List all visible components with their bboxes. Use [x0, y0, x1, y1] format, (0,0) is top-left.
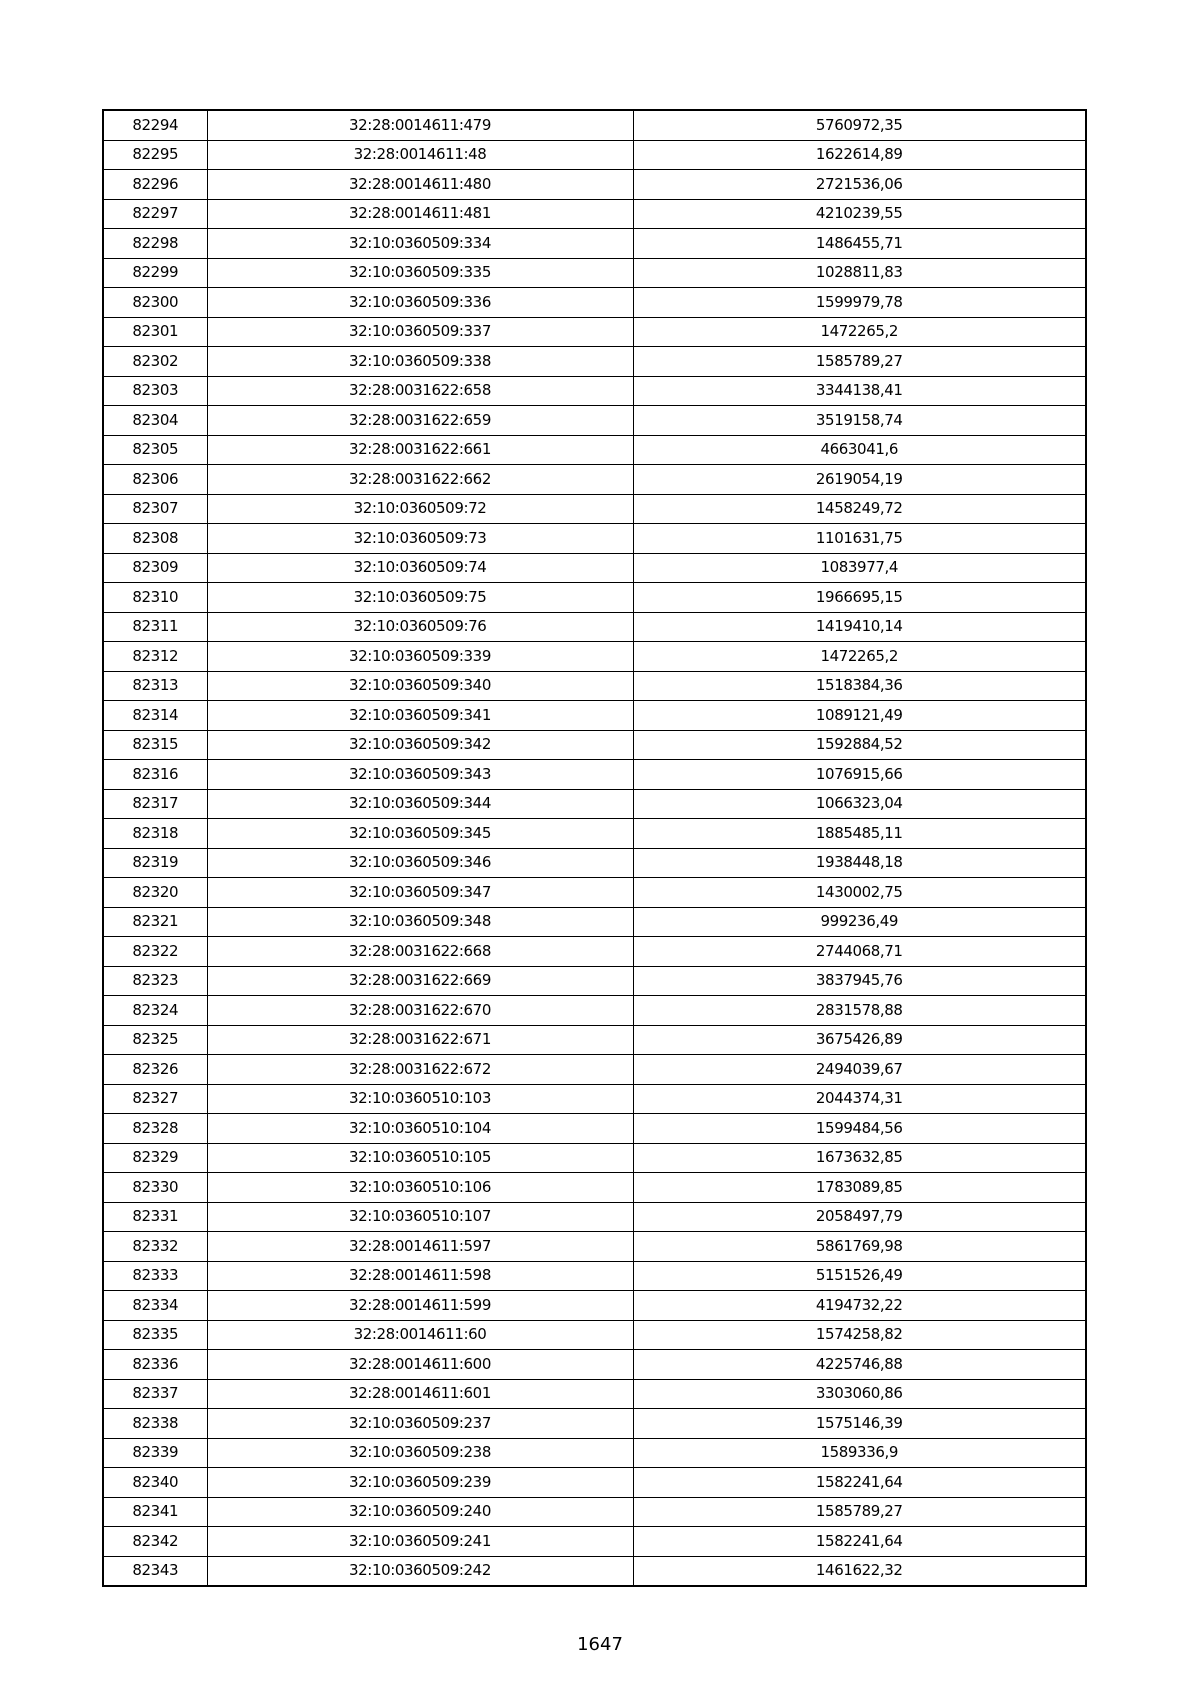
row-number-cell: 82307 — [103, 494, 207, 524]
page-number: 1647 — [577, 1634, 623, 1655]
table-row — [103, 1409, 1086, 1439]
value-cell: 4210239,55 — [633, 199, 1086, 229]
cadastral-number-cell: 32:28:0014611:599 — [207, 1291, 633, 1321]
value-cell: 1575146,39 — [633, 1409, 1086, 1439]
table-row — [103, 170, 1086, 200]
value-cell: 4225746,88 — [633, 1350, 1086, 1380]
cadastral-number-cell: 32:28:0014611:598 — [207, 1261, 633, 1291]
value-cell: 5760972,35 — [633, 110, 1086, 140]
row-number-cell: 82321 — [103, 907, 207, 937]
row-number-cell: 82326 — [103, 1055, 207, 1085]
table-row — [103, 966, 1086, 996]
value-cell: 1589336,9 — [633, 1438, 1086, 1468]
value-cell: 3303060,86 — [633, 1379, 1086, 1409]
table-row — [103, 1143, 1086, 1173]
row-number-cell: 82310 — [103, 583, 207, 613]
value-cell: 1885485,11 — [633, 819, 1086, 849]
value-cell: 3837945,76 — [633, 966, 1086, 996]
value-cell: 1472265,2 — [633, 317, 1086, 347]
table-row — [103, 819, 1086, 849]
value-cell: 1066323,04 — [633, 789, 1086, 819]
value-cell: 1101631,75 — [633, 524, 1086, 554]
cadastral-number-cell: 32:10:0360509:73 — [207, 524, 633, 554]
cadastral-number-cell: 32:28:0014611:480 — [207, 170, 633, 200]
value-cell: 1592884,52 — [633, 730, 1086, 760]
cadastral-number-cell: 32:10:0360509:75 — [207, 583, 633, 613]
table-row — [103, 996, 1086, 1026]
table-body — [103, 110, 1086, 1586]
cadastral-number-cell: 32:28:0014611:600 — [207, 1350, 633, 1380]
cadastral-number-cell: 32:28:0031622:659 — [207, 406, 633, 436]
table-row — [103, 1556, 1086, 1586]
table-row — [103, 583, 1086, 613]
value-cell: 1089121,49 — [633, 701, 1086, 731]
table-row — [103, 1232, 1086, 1262]
cadastral-number-cell: 32:28:0014611:60 — [207, 1320, 633, 1350]
row-number-cell: 82303 — [103, 376, 207, 406]
cadastral-number-cell: 32:10:0360510:103 — [207, 1084, 633, 1114]
cadastral-number-cell: 32:10:0360510:106 — [207, 1173, 633, 1203]
row-number-cell: 82324 — [103, 996, 207, 1026]
table-row — [103, 494, 1086, 524]
value-cell: 4194732,22 — [633, 1291, 1086, 1321]
row-number-cell: 82342 — [103, 1527, 207, 1557]
value-cell: 1518384,36 — [633, 671, 1086, 701]
row-number-cell: 82330 — [103, 1173, 207, 1203]
table-row — [103, 1055, 1086, 1085]
cadastral-number-cell: 32:28:0014611:597 — [207, 1232, 633, 1262]
table-row — [103, 612, 1086, 642]
value-cell: 1458249,72 — [633, 494, 1086, 524]
value-cell: 1582241,64 — [633, 1527, 1086, 1557]
table-row — [103, 524, 1086, 554]
value-cell: 1585789,27 — [633, 347, 1086, 377]
cadastral-number-cell: 32:10:0360510:107 — [207, 1202, 633, 1232]
row-number-cell: 82323 — [103, 966, 207, 996]
cadastral-number-cell: 32:10:0360509:340 — [207, 671, 633, 701]
cadastral-number-cell: 32:28:0031622:669 — [207, 966, 633, 996]
row-number-cell: 82335 — [103, 1320, 207, 1350]
cadastral-number-cell: 32:10:0360509:241 — [207, 1527, 633, 1557]
row-number-cell: 82337 — [103, 1379, 207, 1409]
row-number-cell: 82333 — [103, 1261, 207, 1291]
table-row — [103, 1173, 1086, 1203]
cadastral-number-cell: 32:10:0360509:343 — [207, 760, 633, 790]
table-row — [103, 1350, 1086, 1380]
table-row — [103, 878, 1086, 908]
cadastral-number-cell: 32:10:0360509:334 — [207, 229, 633, 259]
value-cell: 2721536,06 — [633, 170, 1086, 200]
row-number-cell: 82306 — [103, 465, 207, 495]
cadastral-number-cell: 32:28:0014611:601 — [207, 1379, 633, 1409]
row-number-cell: 82301 — [103, 317, 207, 347]
row-number-cell: 82302 — [103, 347, 207, 377]
cadastral-number-cell: 32:28:0031622:662 — [207, 465, 633, 495]
table-row — [103, 317, 1086, 347]
table-row — [103, 701, 1086, 731]
table-row — [103, 1438, 1086, 1468]
cadastral-number-cell: 32:10:0360509:345 — [207, 819, 633, 849]
table-row — [103, 671, 1086, 701]
row-number-cell: 82320 — [103, 878, 207, 908]
row-number-cell: 82317 — [103, 789, 207, 819]
value-cell: 1599979,78 — [633, 288, 1086, 318]
table-row — [103, 553, 1086, 583]
row-number-cell: 82340 — [103, 1468, 207, 1498]
row-number-cell: 82296 — [103, 170, 207, 200]
data-table — [102, 109, 1087, 1587]
cadastral-number-cell: 32:10:0360509:342 — [207, 730, 633, 760]
row-number-cell: 82298 — [103, 229, 207, 259]
cadastral-number-cell: 32:10:0360509:242 — [207, 1556, 633, 1586]
value-cell: 1783089,85 — [633, 1173, 1086, 1203]
row-number-cell: 82300 — [103, 288, 207, 318]
value-cell: 1486455,71 — [633, 229, 1086, 259]
value-cell: 2494039,67 — [633, 1055, 1086, 1085]
cadastral-number-cell: 32:10:0360509:72 — [207, 494, 633, 524]
cadastral-number-cell: 32:10:0360510:105 — [207, 1143, 633, 1173]
table-row — [103, 288, 1086, 318]
table-row — [103, 435, 1086, 465]
value-cell: 2619054,19 — [633, 465, 1086, 495]
cadastral-number-cell: 32:28:0014611:481 — [207, 199, 633, 229]
cadastral-number-cell: 32:28:0031622:671 — [207, 1025, 633, 1055]
row-number-cell: 82316 — [103, 760, 207, 790]
value-cell: 2831578,88 — [633, 996, 1086, 1026]
value-cell: 1599484,56 — [633, 1114, 1086, 1144]
value-cell: 1430002,75 — [633, 878, 1086, 908]
table-row — [103, 258, 1086, 288]
row-number-cell: 82304 — [103, 406, 207, 436]
row-number-cell: 82318 — [103, 819, 207, 849]
row-number-cell: 82313 — [103, 671, 207, 701]
table-row — [103, 199, 1086, 229]
table-row — [103, 1025, 1086, 1055]
row-number-cell: 82311 — [103, 612, 207, 642]
table-row — [103, 406, 1086, 436]
table-row — [103, 229, 1086, 259]
value-cell: 1419410,14 — [633, 612, 1086, 642]
value-cell: 2744068,71 — [633, 937, 1086, 967]
row-number-cell: 82299 — [103, 258, 207, 288]
row-number-cell: 82305 — [103, 435, 207, 465]
table-row — [103, 1468, 1086, 1498]
row-number-cell: 82295 — [103, 140, 207, 170]
cadastral-number-cell: 32:10:0360509:76 — [207, 612, 633, 642]
value-cell: 999236,49 — [633, 907, 1086, 937]
row-number-cell: 82315 — [103, 730, 207, 760]
value-cell: 1083977,4 — [633, 553, 1086, 583]
table-row — [103, 1202, 1086, 1232]
value-cell: 1938448,18 — [633, 848, 1086, 878]
value-cell: 5151526,49 — [633, 1261, 1086, 1291]
table-row — [103, 1320, 1086, 1350]
table-row — [103, 110, 1086, 140]
table-row — [103, 1084, 1086, 1114]
value-cell: 1028811,83 — [633, 258, 1086, 288]
value-cell: 1622614,89 — [633, 140, 1086, 170]
row-number-cell: 82297 — [103, 199, 207, 229]
cadastral-number-cell: 32:10:0360509:337 — [207, 317, 633, 347]
cadastral-number-cell: 32:28:0014611:479 — [207, 110, 633, 140]
table-row — [103, 1379, 1086, 1409]
row-number-cell: 82343 — [103, 1556, 207, 1586]
value-cell: 1076915,66 — [633, 760, 1086, 790]
row-number-cell: 82328 — [103, 1114, 207, 1144]
row-number-cell: 82309 — [103, 553, 207, 583]
row-number-cell: 82308 — [103, 524, 207, 554]
cadastral-number-cell: 32:10:0360509:74 — [207, 553, 633, 583]
cadastral-number-cell: 32:28:0031622:668 — [207, 937, 633, 967]
table-row — [103, 1261, 1086, 1291]
table-row — [103, 376, 1086, 406]
value-cell: 4663041,6 — [633, 435, 1086, 465]
table-row — [103, 1497, 1086, 1527]
row-number-cell: 82319 — [103, 848, 207, 878]
value-cell: 3675426,89 — [633, 1025, 1086, 1055]
table-row — [103, 465, 1086, 495]
cadastral-number-cell: 32:10:0360509:239 — [207, 1468, 633, 1498]
value-cell: 1673632,85 — [633, 1143, 1086, 1173]
table-row — [103, 140, 1086, 170]
row-number-cell: 82341 — [103, 1497, 207, 1527]
table-row — [103, 848, 1086, 878]
row-number-cell: 82325 — [103, 1025, 207, 1055]
row-number-cell: 82332 — [103, 1232, 207, 1262]
cadastral-number-cell: 32:10:0360510:104 — [207, 1114, 633, 1144]
cadastral-number-cell: 32:10:0360509:344 — [207, 789, 633, 819]
cadastral-number-cell: 32:10:0360509:338 — [207, 347, 633, 377]
table-row — [103, 1527, 1086, 1557]
value-cell: 3344138,41 — [633, 376, 1086, 406]
cadastral-number-cell: 32:10:0360509:339 — [207, 642, 633, 672]
value-cell: 1582241,64 — [633, 1468, 1086, 1498]
table-row — [103, 730, 1086, 760]
table-row — [103, 642, 1086, 672]
row-number-cell: 82294 — [103, 110, 207, 140]
table-row — [103, 907, 1086, 937]
table-row — [103, 1291, 1086, 1321]
row-number-cell: 82338 — [103, 1409, 207, 1439]
cadastral-number-cell: 32:28:0031622:661 — [207, 435, 633, 465]
value-cell: 1574258,82 — [633, 1320, 1086, 1350]
cadastral-number-cell: 32:10:0360509:341 — [207, 701, 633, 731]
row-number-cell: 82314 — [103, 701, 207, 731]
cadastral-number-cell: 32:10:0360509:238 — [207, 1438, 633, 1468]
cadastral-number-cell: 32:10:0360509:240 — [207, 1497, 633, 1527]
cadastral-number-cell: 32:28:0031622:670 — [207, 996, 633, 1026]
value-cell: 2044374,31 — [633, 1084, 1086, 1114]
table-row — [103, 347, 1086, 377]
table-row — [103, 789, 1086, 819]
table-row — [103, 760, 1086, 790]
cadastral-number-cell: 32:10:0360509:346 — [207, 848, 633, 878]
row-number-cell: 82334 — [103, 1291, 207, 1321]
value-cell: 1585789,27 — [633, 1497, 1086, 1527]
value-cell: 1472265,2 — [633, 642, 1086, 672]
row-number-cell: 82329 — [103, 1143, 207, 1173]
cadastral-number-cell: 32:10:0360509:335 — [207, 258, 633, 288]
cadastral-number-cell: 32:28:0014611:48 — [207, 140, 633, 170]
row-number-cell: 82327 — [103, 1084, 207, 1114]
cadastral-number-cell: 32:10:0360509:237 — [207, 1409, 633, 1439]
cadastral-number-cell: 32:10:0360509:336 — [207, 288, 633, 318]
value-cell: 2058497,79 — [633, 1202, 1086, 1232]
cadastral-number-cell: 32:10:0360509:348 — [207, 907, 633, 937]
cadastral-number-cell: 32:28:0031622:672 — [207, 1055, 633, 1085]
value-cell: 5861769,98 — [633, 1232, 1086, 1262]
value-cell: 1966695,15 — [633, 583, 1086, 613]
value-cell: 3519158,74 — [633, 406, 1086, 436]
cadastral-number-cell: 32:28:0031622:658 — [207, 376, 633, 406]
row-number-cell: 82339 — [103, 1438, 207, 1468]
row-number-cell: 82312 — [103, 642, 207, 672]
cadastral-number-cell: 32:10:0360509:347 — [207, 878, 633, 908]
row-number-cell: 82331 — [103, 1202, 207, 1232]
row-number-cell: 82336 — [103, 1350, 207, 1380]
row-number-cell: 82322 — [103, 937, 207, 967]
table-row — [103, 1114, 1086, 1144]
value-cell: 1461622,32 — [633, 1556, 1086, 1586]
table-row — [103, 937, 1086, 967]
